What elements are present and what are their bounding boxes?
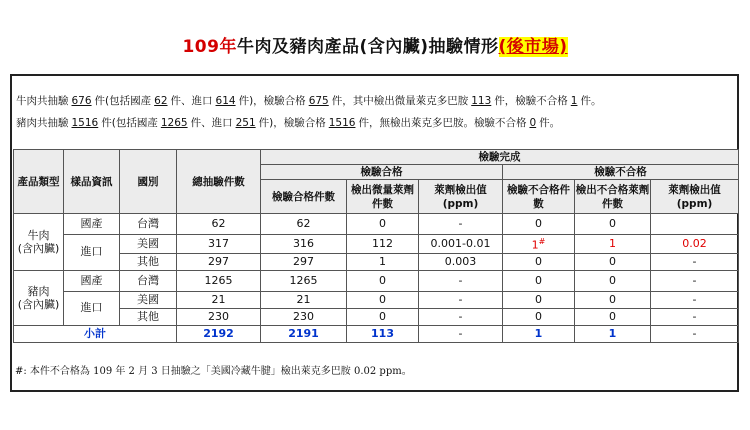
beef-imported: 614 — [215, 95, 236, 107]
header-fail-trace: 檢出不合格萊劑件數 — [575, 180, 651, 214]
beef-summary-text: 件、進口 — [170, 95, 213, 107]
table-row — [14, 253, 739, 270]
pass-value-cell: 0.001-0.01 — [419, 235, 503, 254]
pass-value-cell: 0.003 — [419, 253, 503, 270]
country-cell: 美國 — [120, 291, 177, 308]
fail-count-cell: 0 — [503, 253, 575, 270]
total-cell: 62 — [177, 214, 261, 235]
header-pass-value: 萊劑檢出值(ppm) — [419, 180, 503, 214]
pork-fail: 0 — [529, 117, 537, 129]
beef-summary-text: 件，檢驗不合格 — [494, 95, 568, 107]
pass-trace-cell: 0 — [347, 291, 419, 308]
subtotal-ftrace: 1 — [575, 325, 651, 342]
fail-trace-cell: 1 — [575, 235, 651, 254]
fail-trace-cell: 0 — [575, 253, 651, 270]
header-product: 產品類型 — [14, 150, 64, 214]
pork-domestic: 1265 — [160, 117, 188, 129]
fail-count-cell: 0 — [503, 214, 575, 235]
total-cell: 230 — [177, 308, 261, 325]
pork-summary-text: 件，無檢出萊克多巴胺。檢驗不合格 — [358, 117, 527, 129]
page-title — [182, 37, 567, 57]
country-cell: 其他 — [120, 253, 177, 270]
subtotal-row — [14, 325, 739, 342]
pork-summary — [16, 112, 601, 134]
pass-trace-cell: 0 — [347, 308, 419, 325]
report-frame — [10, 74, 739, 392]
pass-value-cell: - — [419, 308, 503, 325]
header-fail-value: 萊劑檢出值(ppm) — [651, 180, 739, 214]
country-cell: 美國 — [120, 235, 177, 254]
inspection-table — [13, 149, 739, 343]
pass-trace-cell: 1 — [347, 253, 419, 270]
fail-value-cell — [651, 214, 739, 235]
header-sample: 樣品資訊 — [64, 150, 120, 214]
beef-summary-text: 件。 — [580, 95, 602, 107]
beef-summary-text: 牛肉共抽驗 — [16, 95, 69, 107]
pork-imported: 251 — [235, 117, 256, 129]
table-row — [14, 308, 739, 325]
title-block — [0, 32, 750, 57]
subtotal-label: 小計 — [14, 325, 177, 342]
table-row — [14, 291, 739, 308]
fail-value-cell: - — [651, 253, 739, 270]
header-fail: 檢驗不合格 — [503, 165, 739, 180]
beef-domestic: 62 — [154, 95, 168, 107]
total-cell: 317 — [177, 235, 261, 254]
sample-imported: 進口 — [64, 291, 120, 325]
footnote: #: 本件不合格為 109 年 2 月 3 日抽驗之「美國冷藏牛腱」檢出萊克多巴胺 0.02 ppm。 — [15, 366, 412, 377]
table-row — [14, 214, 739, 235]
subtotal-fail: 1 — [503, 325, 575, 342]
header-pass-trace: 檢出微量萊劑件數 — [347, 180, 419, 214]
pork-summary-text: 件、進口 — [190, 117, 233, 129]
header-fail-count: 檢驗不合格件數 — [503, 180, 575, 214]
fail-count-cell — [503, 235, 575, 254]
pass-count-cell: 297 — [261, 253, 347, 270]
fail-trace-cell: 0 — [575, 291, 651, 308]
pass-count-cell: 1265 — [261, 270, 347, 291]
header-country: 國別 — [120, 150, 177, 214]
sample-imported: 進口 — [64, 235, 120, 271]
header-done: 檢驗完成 — [261, 150, 739, 165]
subtotal-total: 2192 — [177, 325, 261, 342]
pass-trace-cell: 0 — [347, 270, 419, 291]
pass-count-cell: 230 — [261, 308, 347, 325]
header-total: 總抽驗件數 — [177, 150, 261, 214]
fail-count-value: 1 — [531, 238, 539, 252]
total-cell: 21 — [177, 291, 261, 308]
footnote-mark: # — [538, 237, 546, 246]
pass-count-cell: 62 — [261, 214, 347, 235]
beef-trace: 113 — [471, 95, 492, 107]
country-cell: 台灣 — [120, 270, 177, 291]
title-market: (後市場) — [498, 37, 568, 57]
header-pass-count: 檢驗合格件數 — [261, 180, 347, 214]
pass-trace-cell: 0 — [347, 214, 419, 235]
beef-summary — [16, 90, 601, 112]
pork-pass: 1516 — [328, 117, 356, 129]
product-beef: 牛肉 (含內臟) — [14, 214, 64, 271]
country-cell: 台灣 — [120, 214, 177, 235]
fail-trace-cell: 0 — [575, 214, 651, 235]
pass-value-cell: - — [419, 291, 503, 308]
beef-total: 676 — [71, 95, 92, 107]
fail-value-cell: 0.02 — [651, 235, 739, 254]
summary — [16, 90, 601, 134]
fail-value-cell: - — [651, 270, 739, 291]
subtotal-trace: 113 — [347, 325, 419, 342]
pork-summary-text: 件(包括國產 — [101, 117, 158, 129]
country-cell: 其他 — [120, 308, 177, 325]
subtotal-fvalue: - — [651, 325, 739, 342]
table-row — [14, 270, 739, 291]
beef-fail: 1 — [570, 95, 578, 107]
fail-count-cell: 0 — [503, 308, 575, 325]
total-cell: 1265 — [177, 270, 261, 291]
fail-count-cell: 0 — [503, 291, 575, 308]
header-pass: 檢驗合格 — [261, 165, 503, 180]
title-year: 109年 — [182, 37, 237, 57]
sample-domestic: 國產 — [64, 270, 120, 291]
fail-trace-cell: 0 — [575, 308, 651, 325]
fail-trace-cell: 0 — [575, 270, 651, 291]
pork-summary-text: 豬肉共抽驗 — [16, 117, 69, 129]
pork-summary-text: 件)，檢驗合格 — [258, 117, 326, 129]
title-main: 牛肉及豬肉產品(含內臟)抽驗情形 — [236, 37, 499, 57]
pork-summary-text: 件。 — [539, 117, 561, 129]
beef-summary-text: 件(包括國產 — [94, 95, 152, 107]
subtotal-pvalue: - — [419, 325, 503, 342]
pass-value-cell: - — [419, 270, 503, 291]
beef-summary-text: 件)，檢驗合格 — [238, 95, 306, 107]
sample-domestic: 國產 — [64, 214, 120, 235]
beef-summary-text: 件，其中檢出微量萊克多巴胺 — [331, 95, 469, 107]
fail-value-cell: - — [651, 291, 739, 308]
pass-count-cell: 21 — [261, 291, 347, 308]
fail-count-cell: 0 — [503, 270, 575, 291]
total-cell: 297 — [177, 253, 261, 270]
fail-value-cell: - — [651, 308, 739, 325]
pass-count-cell: 316 — [261, 235, 347, 254]
pass-trace-cell: 112 — [347, 235, 419, 254]
product-pork: 豬肉 (含內臟) — [14, 270, 64, 325]
table-row — [14, 235, 739, 254]
pass-value-cell: - — [419, 214, 503, 235]
subtotal-pass: 2191 — [261, 325, 347, 342]
pork-total: 1516 — [71, 117, 99, 129]
beef-pass: 675 — [308, 95, 329, 107]
